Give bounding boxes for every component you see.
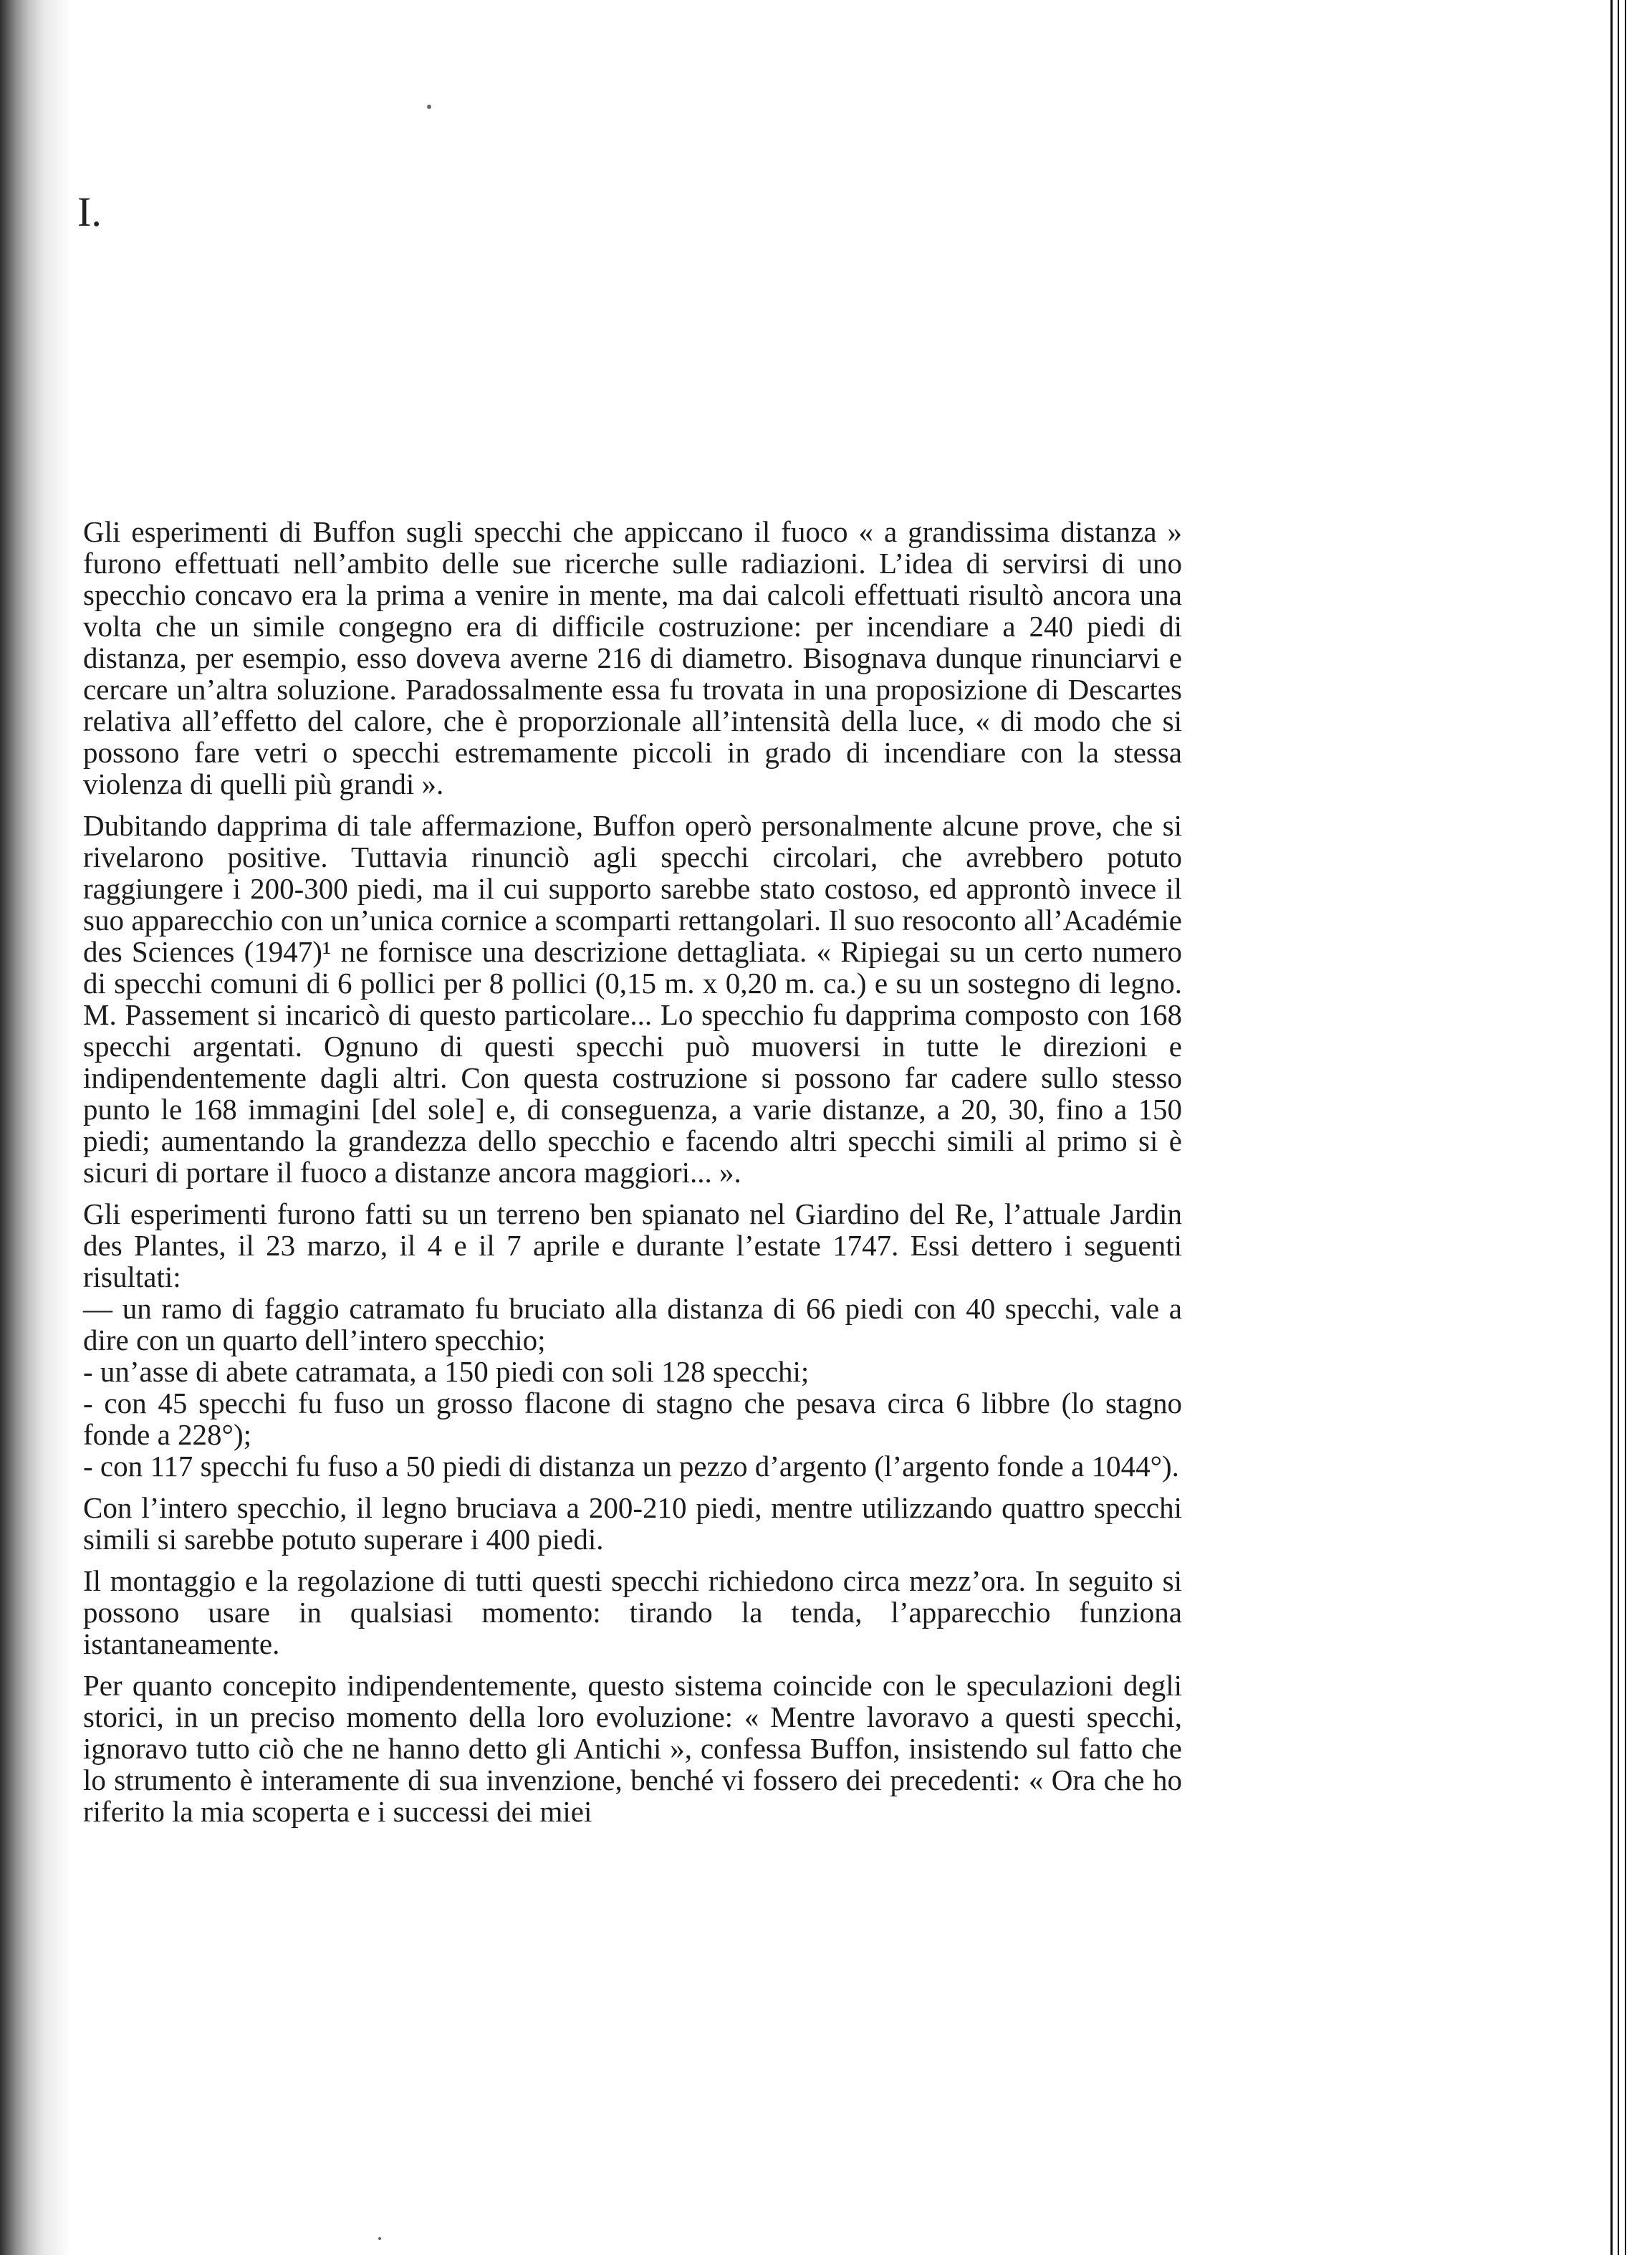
binding-shadow [0,0,72,2255]
page-edge-line [1610,0,1613,2255]
page-edge-line [1625,0,1626,2255]
list-item: - con 117 specchi fu fuso a 50 piedi di distanza un pezzo d’argento (l’argento fonde a 1044°). [83,1450,1179,1483]
scan-speck [427,105,431,109]
scan-speck [378,2237,381,2240]
chapter-numeral: I. [77,188,102,235]
list-item: - con 45 specchi fu fuso un grosso flacone di stagno che pesava circa 6 libbre (lo stagno fonde a 228°); [83,1387,1182,1451]
body-text [83,516,1182,1827]
paragraph: Dubitando dapprima di tale affermazione, Buffon operò personalmente alcune prove, che si rivelarono positive. Tuttavia rinunciò agli specchi circolari, che avrebbero potuto raggiungere i 200-300 piedi, ma il cui supporto sarebbe stato costoso, ed approntò invece il suo apparecchio con un’unica cornice a scomparti rettangolari. Il suo resoconto all’Académie des Sciences (1947)¹ ne fornisce una descrizione dettagliata. « Ripiegai su un certo numero di specchi comuni di 6 pollici per 8 pollici (0,15 m. x 0,20 m. ca.) e su un sostegno di legno. M. Passement si incaricò di questo particolare... Lo specchio fu dapprima composto con 168 specchi argentati. Ognuno di questi specchi può muoversi in tutte le direzioni e indipendentemente dagli altri. Con questa costruzione si possono far cadere sullo stesso punto le 168 immagini [del sole] e, di conseguenza, a varie distanze, a 20, 30, fino a 150 piedi; aumentando la grandezza dello specchio e facendo altri specchi simili al primo si è sicuri di portare il fuoco a distanze ancora maggiori... ». [83,809,1182,1189]
paragraph: Con l’intero specchio, il legno bruciava a 200-210 piedi, mentre utilizzando quattro specchi simili si sarebbe potuto superare i 400 piedi. [83,1491,1182,1556]
paragraph: Per quanto concepito indipendentemente, questo sistema coincide con le speculazioni degli storici, in un preciso momento della loro evoluzione: « Mentre lavoravo a questi specchi, ignoravo tutto ciò che ne hanno detto gli Antichi », confessa Buffon, insistendo sul fatto che lo strumento è interamente di sua invenzione, benché vi fossero dei precedenti: « Ora che ho riferito la mia scoperta e i successi dei miei [83,1669,1182,1828]
paragraph: Gli esperimenti di Buffon sugli specchi che appiccano il fuoco « a grandissima distanza » furono effettuati nell’ambito delle sue ricerche sulle radiazioni. L’idea di servirsi di uno specchio concavo era la prima a venire in mente, ma dai calcoli effettuati risultò ancora una volta che un simile congegno era di difficile costruzione: per incendiare a 240 piedi di distanza, per esempio, esso doveva averne 216 di diametro. Bisognava dunque rinunciarvi e cercare un’altra soluzione. Paradossalmente essa fu trovata in una proposizione di Descartes relativa all’effetto del calore, che è proporzionale all’intensità della luce, « di modo che si possono fare vetri o specchi estremamente piccoli in grado di incendiare con la stessa violenza di quelli più grandi ». [83,515,1182,800]
list-item: - un’asse di abete catramata, a 150 piedi con soli 128 specchi; [83,1355,810,1388]
paragraph: Il montaggio e la regolazione di tutti questi specchi richiedono circa mezz’ora. In seguito si possono usare in qualsiasi momento: tirando la tenda, l’apparecchio funziona istantaneamente. [83,1564,1182,1660]
paragraph: Gli esperimenti furono fatti su un terreno ben spianato nel Giardino del Re, l’attuale Jardin des Plantes, il 23 marzo, il 4 e il 7 aprile e durante l’estate 1747. Essi dettero i seguenti risultati: [83,1197,1182,1293]
list-item: — un ramo di faggio catramato fu bruciato alla distanza di 66 piedi con 40 specchi, vale a dire con un quarto dell’intero specchio; [83,1292,1182,1356]
page-edge-line [1618,0,1619,2255]
